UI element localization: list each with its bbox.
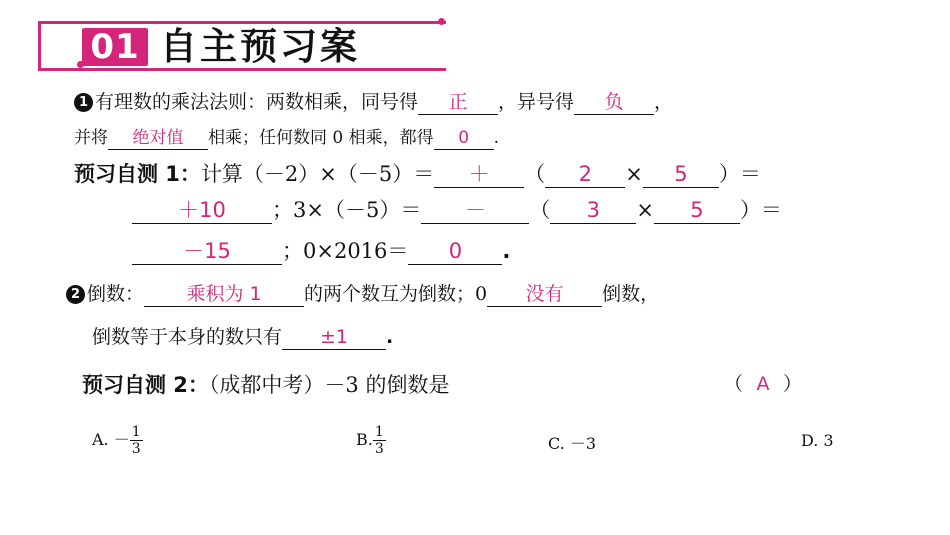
page-title: 自主预习案 — [160, 25, 360, 68]
text: 有理数的乘法法则：两数相乘，同号得 — [95, 91, 419, 113]
answer-definition: 乘积为 1 — [144, 282, 304, 307]
answer-zero: 0 — [434, 127, 494, 150]
text: ）＝ — [718, 162, 761, 186]
text: 的两个数互为倒数；0 — [304, 283, 488, 305]
text: （ — [529, 198, 551, 222]
test2-answer — [724, 372, 802, 396]
option-c: C. －3 — [548, 434, 597, 453]
answer-diff-sign: 负 — [574, 90, 654, 115]
text: 倒数， — [602, 283, 660, 305]
text: × — [636, 198, 654, 222]
option-b-label: B. — [356, 430, 373, 449]
rule-line-2 — [74, 127, 499, 150]
answer-self-reciprocal: ±1 — [282, 325, 386, 350]
text: 倒数： — [87, 283, 145, 305]
answer-result-3: 0 — [408, 238, 502, 265]
answer-factor-b: 5 — [643, 161, 719, 188]
option-a-label: A. － — [92, 430, 130, 449]
test2-label: 预习自测 2： — [82, 373, 209, 397]
numerator: 1 — [374, 424, 384, 440]
text: ）＝ — [739, 198, 782, 222]
text: ；0×2016＝ — [282, 239, 409, 263]
test1-label: 预习自测 1： — [74, 162, 201, 186]
text: 计算（－2）×（－5）＝ — [200, 162, 435, 186]
item-marker-2: 2 — [66, 285, 85, 304]
rule-line-1 — [74, 90, 673, 115]
text: ） — [783, 373, 803, 395]
answer-none: 没有 — [487, 282, 602, 307]
section-number: 01 — [90, 27, 140, 67]
test1-line-1 — [74, 161, 761, 188]
text: ，异号得 — [498, 91, 575, 113]
item-marker-1: 1 — [74, 93, 93, 112]
answer-sign-2: － — [421, 197, 529, 224]
text: . — [502, 239, 511, 263]
option-a — [92, 424, 143, 457]
test1-line-3 — [132, 238, 510, 265]
answer-absolute-value: 绝对值 — [108, 127, 208, 150]
text: 相乘；任何数同 0 相乘，都得 — [208, 128, 434, 148]
text: （ — [724, 373, 744, 395]
text: . — [386, 326, 394, 348]
numerator: 1 — [131, 424, 141, 440]
text: 倒数等于本身的数只有 — [92, 326, 283, 348]
test2-question — [82, 372, 449, 398]
answer-result-2: －15 — [132, 238, 282, 265]
answer-same-sign: 正 — [418, 90, 498, 115]
text: （ — [524, 162, 546, 186]
reciprocal-line-1 — [66, 282, 659, 307]
reciprocal-line-2 — [92, 325, 393, 350]
answer-factor-d: 5 — [654, 197, 740, 224]
denominator: 3 — [374, 441, 384, 457]
test1-line-2 — [132, 197, 782, 224]
answer-factor-c: 3 — [550, 197, 636, 224]
option-b-fraction — [373, 424, 386, 457]
header-dot-top — [438, 18, 445, 25]
text: ；3×（－5）＝ — [272, 198, 422, 222]
answer-choice: A — [756, 373, 770, 395]
answer-factor-a: 2 — [545, 161, 625, 188]
text: （成都中考）－3 的倒数是 — [208, 373, 450, 397]
text: . — [493, 128, 500, 148]
text: ， — [654, 91, 674, 113]
option-d: D. 3 — [801, 431, 834, 450]
text: 并将 — [74, 128, 108, 148]
denominator: 3 — [131, 441, 141, 457]
answer-result-1: ＋10 — [132, 197, 272, 224]
option-a-fraction — [130, 424, 143, 457]
option-b — [356, 424, 386, 457]
answer-sign: ＋ — [434, 161, 524, 188]
text: × — [625, 162, 643, 186]
